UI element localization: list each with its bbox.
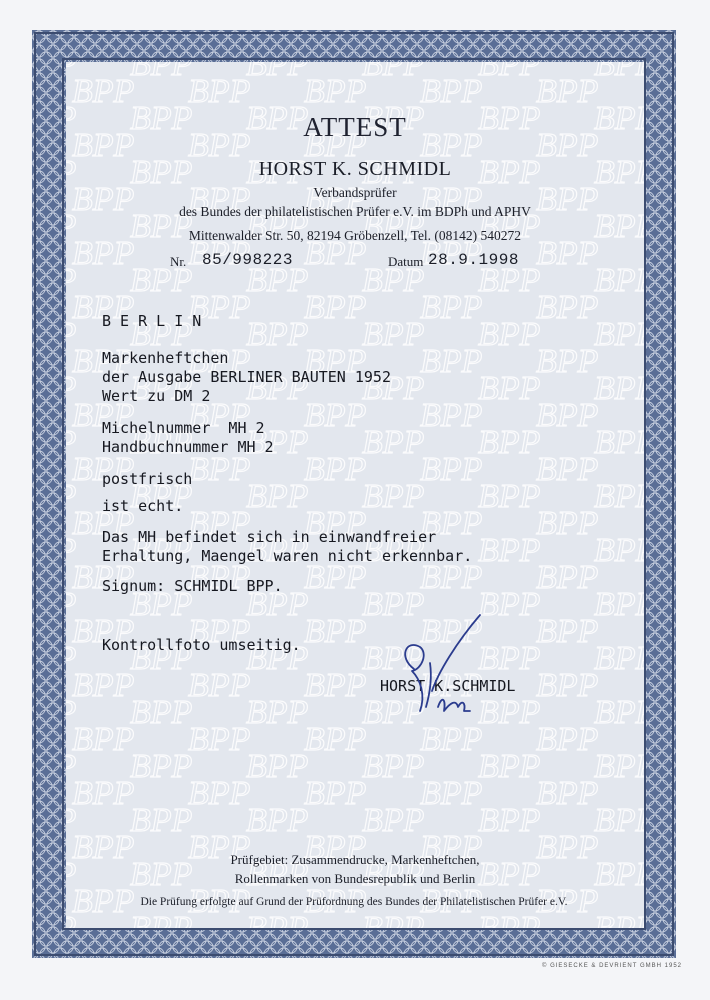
michel-number: Michelnummer MH 2 [102,419,265,437]
scope-line-2: Rollenmarken von Bundesrepublik und Berlin [234,871,476,886]
handwritten-signature [386,607,506,727]
certificate-content [66,62,644,928]
address-line: Mittenwalder Str. 50, 82194 Gröbenzell, Tel. (08142) 540272 [188,228,522,243]
condition-line: postfrisch [102,470,193,488]
association-line: des Bundes der philatelistischen Prüfer e.V. im BDPh und APHV [179,204,531,219]
country-line: B E R L I N [102,312,202,330]
photo-note: Kontrollfoto umseitig. [102,636,301,654]
description-line-3: Wert zu DM 2 [102,387,211,405]
printer-mark: © GIESECKE & DEVRIENT GMBH 1952 [541,963,682,969]
certificate-number: 85/998223 [202,251,293,269]
handbook-number: Handbuchnummer MH 2 [102,438,274,456]
remark-line-1: Das MH befindet sich in einwandfreier [102,528,437,546]
description-line-2: der Ausgabe BERLINER BAUTEN 1952 [102,368,391,386]
certificate-date: 28.9.1998 [428,251,519,269]
regulation-line: Die Prüfung erfolgte auf Grund der Prüfordnung des Bundes der Philatelistischen Prüfer e.V. [140,896,568,908]
number-label: Nr. [170,254,187,269]
typed-signature: HORST K.SCHMIDL [380,677,516,695]
scope-line-1: Prüfgebiet: Zusammendrucke, Markenheftchen, [230,852,480,867]
examiner-role: Verbandsprüfer [313,185,397,200]
date-label: Datum [388,254,424,269]
remark-line-2: Erhaltung, Maengel waren nicht erkennbar. [102,547,473,565]
description-line-1: Markenheftchen [102,349,229,367]
signum-line: Signum: SCHMIDL BPP. [102,577,283,595]
examiner-name: HORST K. SCHMIDL [258,158,452,180]
certificate-title: ATTEST [303,112,407,142]
genuine-line: ist echt. [102,497,184,515]
